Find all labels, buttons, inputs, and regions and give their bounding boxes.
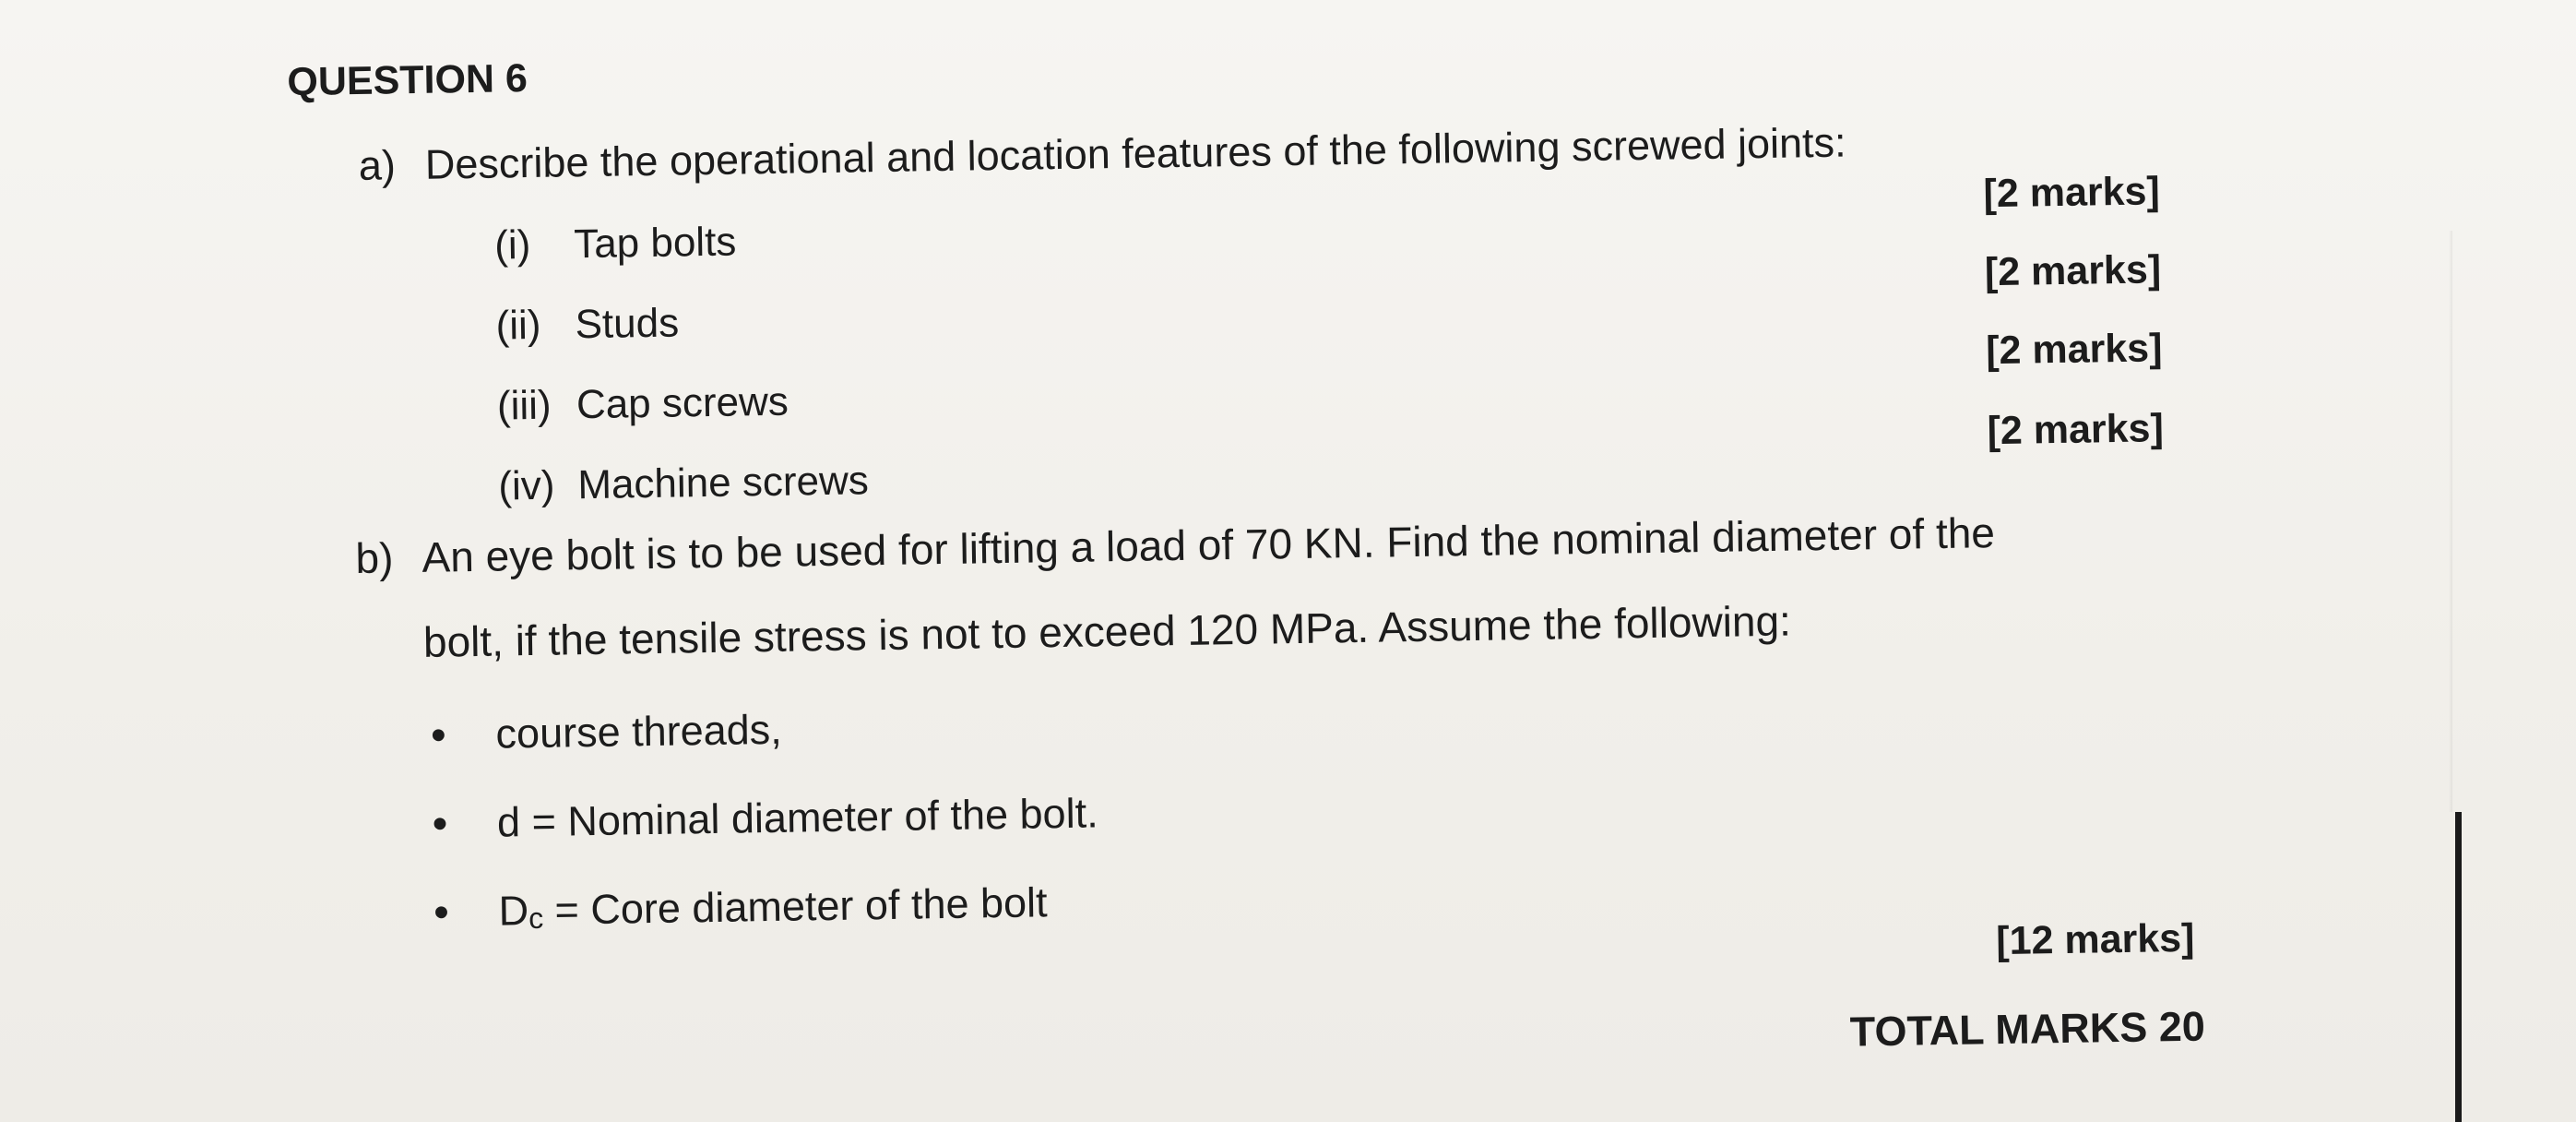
item-number: (iv)	[497, 462, 555, 509]
part-a-text: Describe the operational and location features of the following screwed joints:	[424, 118, 1846, 188]
bullet-text: d = Nominal diameter of the bolt.	[496, 789, 1098, 846]
bullet-dot-icon: •	[433, 888, 449, 936]
bullet-text: course threads,	[495, 705, 783, 758]
part-a-question	[358, 119, 1846, 190]
part-b-line-2: bolt, if the tensile stress is not to exceed 120 MPa. Assume the following:	[422, 596, 1792, 666]
item-marks: [2 marks]	[1983, 169, 2161, 217]
core-diameter-symbol: D	[498, 887, 529, 935]
part-b-label: b)	[355, 533, 394, 583]
part-a-item	[498, 458, 869, 509]
part-b-marks: [12 marks]	[1995, 915, 2195, 964]
item-text: Tap bolts	[573, 219, 737, 268]
part-a-item	[494, 219, 737, 269]
bullet-dot-icon: •	[432, 799, 448, 847]
question-title: QUESTION 6	[287, 56, 528, 105]
bullet-item	[433, 789, 1098, 847]
bullet-dot-icon: •	[431, 710, 446, 758]
item-text: Machine screws	[576, 458, 870, 508]
item-number: (ii)	[495, 302, 541, 349]
bullet-text: = Core diameter of the bolt	[542, 878, 1048, 934]
part-a-item	[497, 379, 789, 430]
bullet-item	[433, 878, 1048, 937]
part-b-line-1: An eye bolt is to be used for lifting a load of 70 KN. Find the nominal diameter of the	[421, 508, 1996, 581]
total-marks: TOTAL MARKS 20	[1849, 1002, 2206, 1056]
item-number: (i)	[493, 221, 531, 269]
bullet-item	[431, 706, 782, 759]
item-number: (iii)	[496, 382, 552, 429]
part-b-question	[355, 507, 1995, 583]
item-marks: [2 marks]	[1984, 247, 2162, 295]
item-text: Studs	[575, 300, 680, 348]
part-a-label: a)	[358, 141, 397, 189]
item-text: Cap screws	[576, 378, 789, 428]
part-a-item	[495, 300, 679, 349]
item-marks: [2 marks]	[1985, 326, 2163, 374]
item-marks: [2 marks]	[1987, 406, 2165, 454]
core-diameter-subscript: c	[528, 901, 544, 936]
